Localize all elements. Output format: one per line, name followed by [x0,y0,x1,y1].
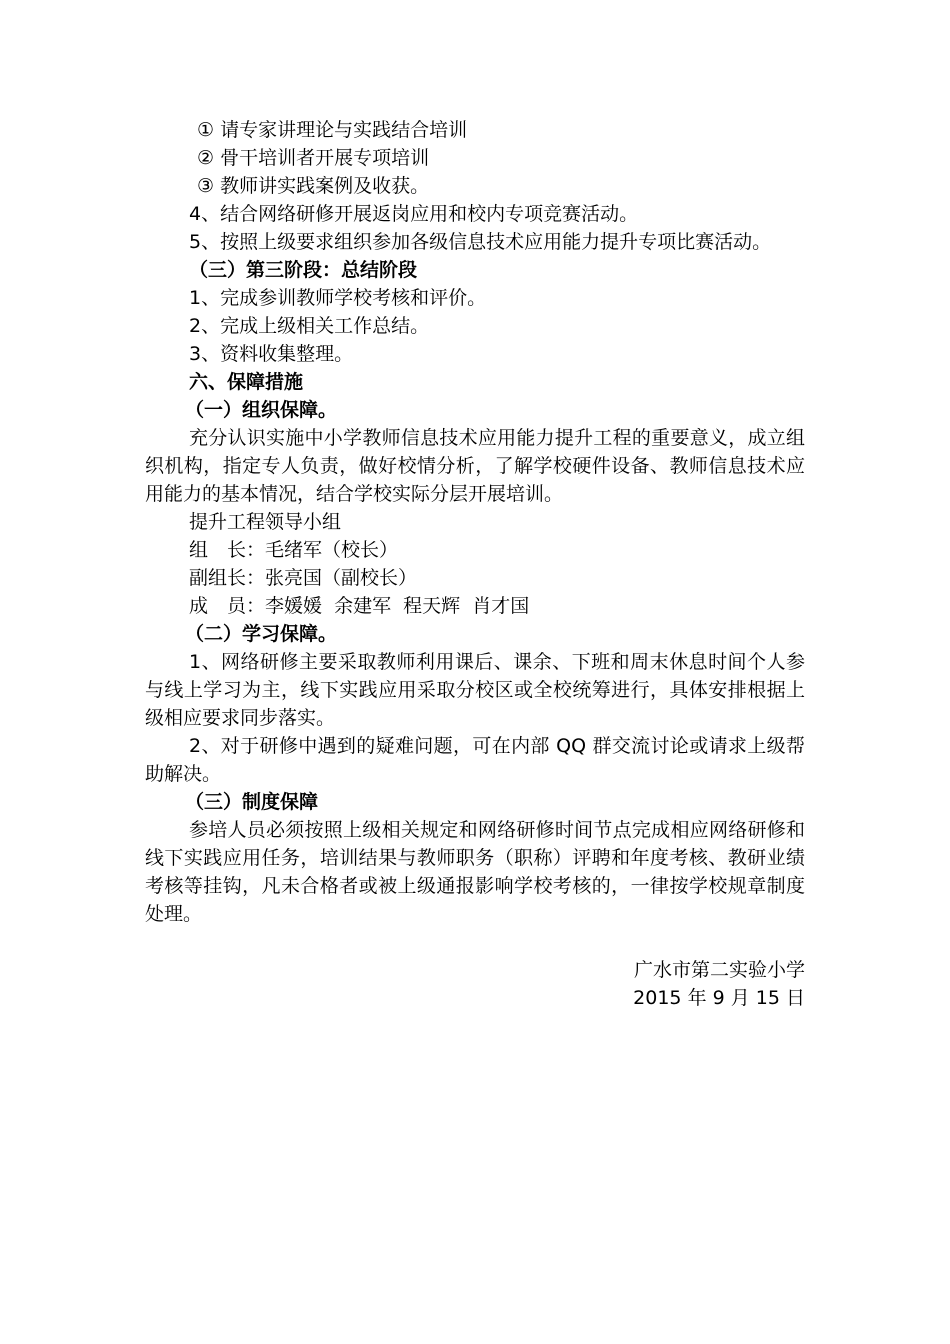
org-guarantee-text: 充分认识实施中小学教师信息技术应用能力提升工程的重要意义，成立组织机构，指定专人负责，做好校情分析，了解学校硬件设备、教师信息技术应用能力的基本情况，结合学校实际分层开展培训。 [145,427,805,505]
list-item-circled-3: ③ 教师讲实践案例及收获。 [197,175,430,197]
list-item-5: 5、按照上级要求组织参加各级信息技术应用能力提升专项比赛活动。 [189,231,772,253]
group-deputy: 副组长：张亮国（副校长） [189,567,418,589]
signature-date: 2015 年 9 月 15 日 [633,987,805,1009]
stage3-item-2: 2、完成上级相关工作总结。 [189,315,430,337]
list-item-circled-1: ① 请专家讲理论与实践结合培训 [197,119,468,141]
signature-block [633,956,805,1012]
list-item-circled-2: ② 骨干培训者开展专项培训 [197,147,430,169]
stage3-heading: （三）第三阶段：总结阶段 [189,259,418,281]
study-guarantee-heading: （二）学习保障。 [185,623,338,645]
study-guarantee-item-2: 2、对于研修中遇到的疑难问题，可在内部 QQ 群交流讨论或请求上级帮助解决。 [145,735,805,785]
group-leader: 组 长：毛绪军（校长） [189,539,399,561]
study-guarantee-item-1: 1、网络研修主要采取教师利用课后、课余、下班和周末休息时间个人参与线上学习为主，线下实践应用采取分校区或全校统筹进行，具体安排根据上级相应要求同步落实。 [145,651,805,729]
stage3-item-1: 1、完成参训教师学校考核和评价。 [189,287,487,309]
section6-heading: 六、保障措施 [189,371,304,393]
stage3-item-3: 3、资料收集整理。 [189,343,354,365]
org-guarantee-heading: （一）组织保障。 [185,399,338,421]
group-members: 成 员：李媛媛 余建军 程天辉 肖才国 [189,595,530,617]
document-body [145,116,805,928]
system-guarantee-text: 参培人员必须按照上级相关规定和网络研修时间节点完成相应网络研修和线下实践应用任务，培训结果与教师职务（职称）评聘和年度考核、教研业绩考核等挂钩，凡未合格者或被上级通报影响学校考核的，一律按学校规章制度处理。 [145,819,805,925]
list-item-4: 4、结合网络研修开展返岗应用和校内专项竞赛活动。 [189,203,639,225]
system-guarantee-heading: （三）制度保障 [185,791,319,813]
leadership-group-title: 提升工程领导小组 [189,511,342,533]
signature-organization: 广水市第二实验小学 [633,959,805,981]
